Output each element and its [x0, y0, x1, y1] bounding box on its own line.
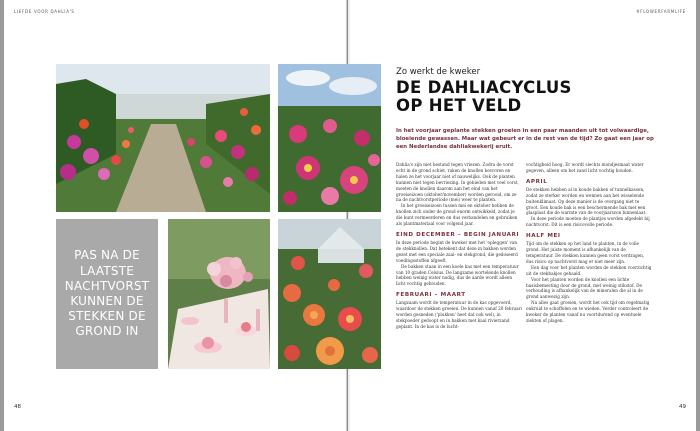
photo-table-setting — [168, 219, 270, 369]
body-paragraph: De stekken hebben al in koude bakken of tunnelkassen, zodat ze sterker worden en wennen aan het wisselende buitenklimaat. Op deze manier is de overgang niet te groot. Een koude bak is een beschermende bak met een glasplaat die de warmte van de voorjaarszon binnenlaat. — [526, 186, 647, 216]
body-paragraph: vochtigheid hoog. Er wordt slechts mondjesmaat water gegeven, alleen om het zand licht vochtig houden. — [526, 162, 644, 173]
body-paragraph: Dahlia's zijn niet bestand tegen vriezen. Zodra de vorst echt in de grond schiet, raken de knollen bevroren en halen ze het voorjaar niet of nauwelijks. Ook de planten kunnen niet tegen bevriezing. In gebieden met veel vorst, moeten de knollen daarom aan het eind van het groeiseizoen (oktober/november) worden gerooid, om ze na de nachtvorstperiode (mei) weer te planten. — [396, 162, 519, 203]
article-title-line-1: DE DAHLIACYCLUS — [396, 78, 572, 97]
article-lead: In het voorjaar geplante stekken groeien in een paar maanden uit tot volwaardige, bloeiende gewassen. Maar wat gebeurt er in de rest van de tijd? Zo gaat een jaar op een Nederlandse dahliakwekerij eruit. — [396, 128, 654, 151]
body-paragraph: In deze periode begint de kweker met het 'opleggen' van de stekknollen. Dat betekent dat deze in bakken worden gezet met een speciale zaai- en stekgrond, die gedoseerd voedingsstoffen afgeeft. — [396, 239, 518, 263]
pull-quote-text: PAS NA DE LAATSTE NACHTVORST KUNNEN DE STEKKEN DE GROND IN — [64, 248, 150, 339]
photo-dahlia-field-path — [56, 64, 270, 212]
running-head-left: LIEFDE VOOR DAHLIA'S — [14, 9, 75, 14]
body-paragraph: Tijd om de stekken op het land te planten, in de volle grond. Het juiste moment is afhankelijk van de temperatuur. De stekken kunnen geen vorst verdragen, dus risico op nachtvorst mag er niet meer zijn. — [526, 241, 645, 264]
article-title-line-2: OP HET VELD — [396, 96, 522, 115]
body-column-2 — [526, 162, 652, 324]
page-number-right: 49 — [679, 404, 686, 410]
body-column-1 — [396, 162, 522, 330]
section-heading: APRIL — [526, 178, 548, 185]
running-head-right: #FLOWERFARMLIFE — [636, 9, 686, 14]
section-heading: EIND DECEMBER – BEGIN JANUARI — [396, 231, 520, 238]
photo-greenhouse-dahlias — [278, 219, 381, 369]
page-number-left: 48 — [14, 404, 21, 410]
section-heading: FEBRUARI – MAART — [396, 292, 466, 299]
article-title — [396, 79, 572, 115]
body-paragraph: Voor het planten worden de knollen een lichte basisbemesting door de grond, met weinig stikstof. De verhouding is afhankelijk van de mineralen die al in de grond aanwezig zijn. — [526, 276, 643, 300]
photo-dahlia-closeup — [278, 64, 381, 212]
body-paragraph: In het groeiseizoen tussen mei en oktober hebben de knollen zich onder de grond enorm ontwikkeld, zodat je die kunt vermeerderen en dus verbandelen en gebruiken als plantmateriaal voor volgend jaar. — [396, 203, 518, 227]
body-paragraph: De bakken staan in een koele kas met een temperatuur van 10 graden Celsius. De langzame wortelende knollen hebben weinig water nodig, dus de aarde wordt alleen licht vochtig gehouden. — [396, 263, 519, 287]
body-paragraph: Langzaam wordt de temperatuur in de kas opgevoerd, waardoor de stekken groeien. De kunnen vanaf 20 februari worden gesneden ('plukken' heet dat ook wel), in stekpoeder gedoopt en in bakken met kaal rivierzand geplant. In de kas is de lucht- — [396, 300, 523, 329]
section-heading: HALF MEI — [526, 233, 561, 240]
body-paragraph: Een dag voor het planten worden de stekken voorzichtig uit de stekbakjes gehaald. — [526, 264, 652, 276]
pull-quote-box — [56, 219, 158, 369]
body-paragraph: Na alles gaat groeien, wordt het ook tijd om regelmatig onkruid te schoffelen en te wieden. Verder controleert de kweker de planten vanaf nu voortdurend op eventuele ziekten of plagen. — [526, 300, 650, 323]
article-kicker: Zo werkt de kweker — [396, 67, 481, 77]
body-paragraph: In deze periode moeten de plantjes worden afgedekt bij nachtvorst. Dit is een risicovolle periode. — [526, 216, 650, 228]
